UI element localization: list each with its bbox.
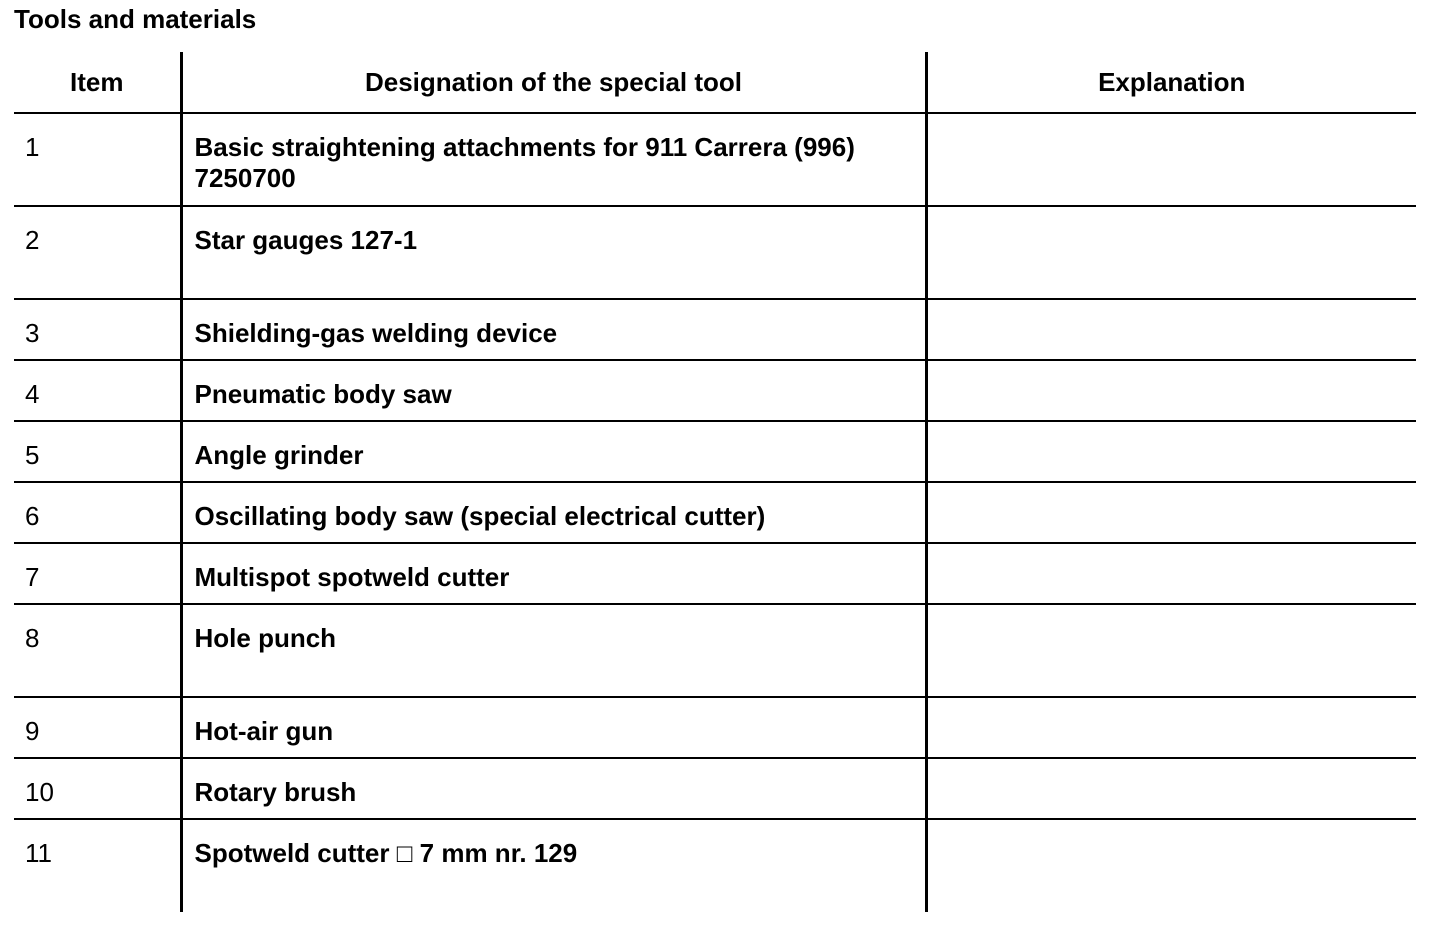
explanation-cell [926,113,1416,206]
designation-cell: Pneumatic body saw [181,360,926,421]
table-header-row [14,52,1416,113]
column-header-item: Item [14,52,181,113]
column-header-designation: Designation of the special tool [181,52,926,113]
designation-cell: Rotary brush [181,758,926,819]
table-row [14,360,1416,421]
designation-cell: Spotweld cutter □ 7 mm nr. 129 [181,819,926,912]
designation-cell: Multispot spotweld cutter [181,543,926,604]
explanation-cell [926,604,1416,697]
item-number-cell: 8 [14,604,181,697]
designation-cell: Basic straightening attachments for 911 Carrera (996) 7250700 [181,113,926,206]
table-row [14,482,1416,543]
designation-cell: Angle grinder [181,421,926,482]
explanation-cell [926,697,1416,758]
item-number-cell: 7 [14,543,181,604]
item-number-cell: 9 [14,697,181,758]
designation-cell: Hole punch [181,604,926,697]
table-row [14,421,1416,482]
table-row [14,604,1416,697]
designation-cell: Oscillating body saw (special electrical cutter) [181,482,926,543]
column-header-explanation: Explanation [926,52,1416,113]
table-row [14,697,1416,758]
table-row [14,299,1416,360]
explanation-cell [926,360,1416,421]
item-number-cell: 6 [14,482,181,543]
tools-table [14,52,1416,912]
item-number-cell: 3 [14,299,181,360]
item-number-cell: 4 [14,360,181,421]
item-number-cell: 1 [14,113,181,206]
table-row [14,206,1416,299]
table-row [14,113,1416,206]
explanation-cell [926,543,1416,604]
designation-cell: Star gauges 127-1 [181,206,926,299]
explanation-cell [926,758,1416,819]
explanation-cell [926,482,1416,543]
explanation-cell [926,421,1416,482]
designation-cell: Shielding-gas welding device [181,299,926,360]
explanation-cell [926,819,1416,912]
item-number-cell: 11 [14,819,181,912]
table-row [14,819,1416,912]
item-number-cell: 5 [14,421,181,482]
explanation-cell [926,299,1416,360]
table-row [14,543,1416,604]
page-title: Tools and materials [14,4,257,34]
table-row [14,758,1416,819]
designation-cell: Hot-air gun [181,697,926,758]
explanation-cell [926,206,1416,299]
item-number-cell: 2 [14,206,181,299]
item-number-cell: 10 [14,758,181,819]
